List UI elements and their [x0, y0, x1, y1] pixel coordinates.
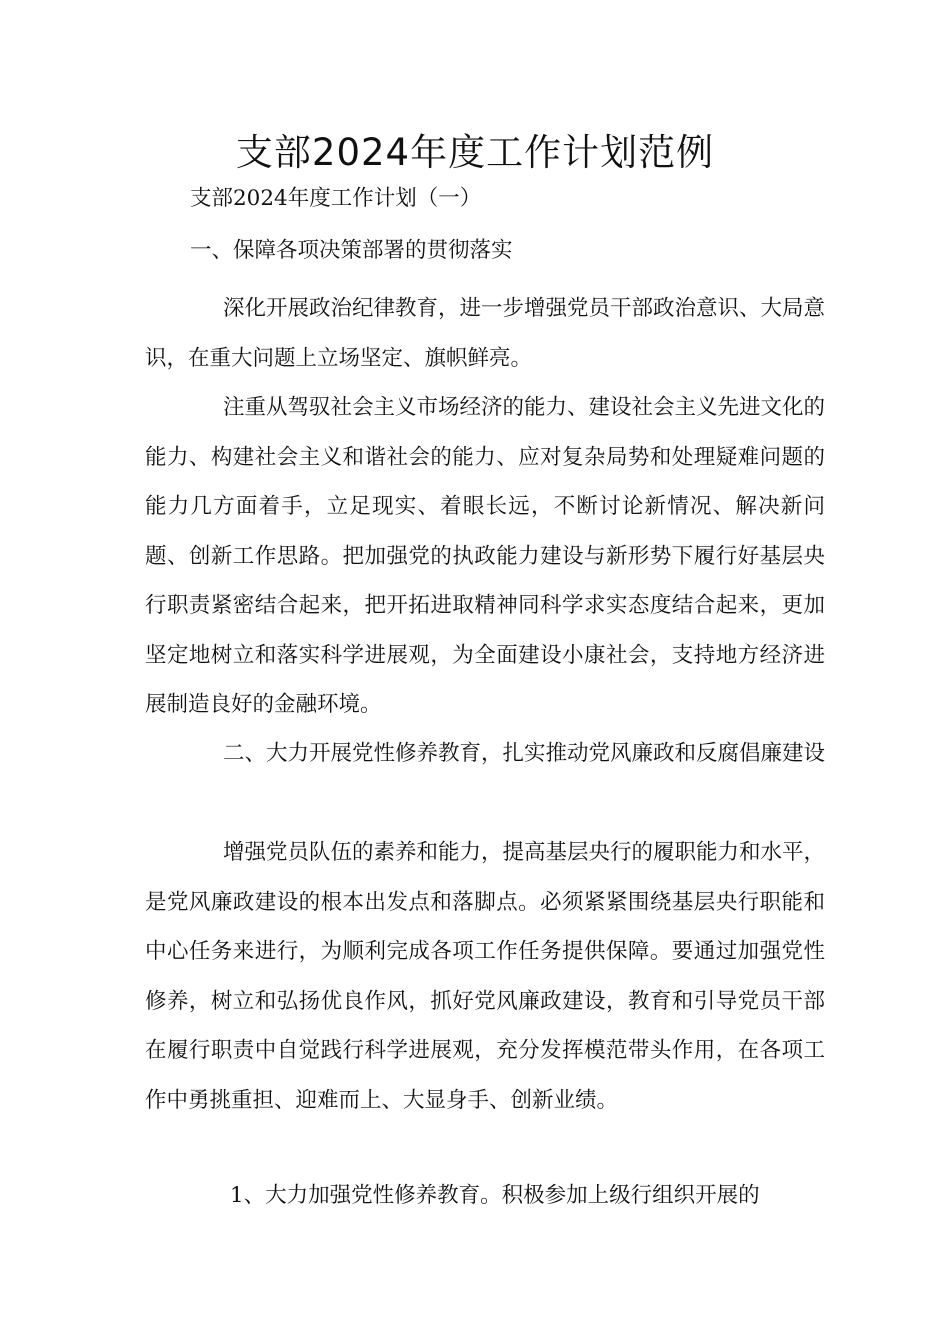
section-1-heading: 一、保障各项决策部署的贯彻落实 [190, 238, 513, 263]
section-2-heading: 二、大力开展党性修养教育，扎实推动党风廉政和反腐倡廉建设 [223, 741, 826, 766]
paragraph-1: 深化开展政治纪律教育，进一步增强党员干部政治意识、大局意识，在重大问题上立场坚定、旗帜鲜亮。 [145, 296, 826, 371]
paragraph-2: 注重从驾驭社会主义市场经济的能力、建设社会主义先进文化的能力、构建社会主义和谐社会的能力、应对复杂局势和处理疑难问题的能力几方面着手，立足现实、着眼长远，不断讨论新情况、解决新问题、创新工作思路。把加强党的执政能力建设与新形势下履行好基层央行职责紧密结合起来，把开拓进取精神同科学求实态度结合起来，更加坚定地树立和落实科学进展观，为全面建设小康社会，支持地方经济进展制造良好的金融环境。 [145, 395, 826, 717]
paragraph-3: 增强党员队伍的素养和能力，提高基层央行的履职能力和水平，是党风廉政建设的根本出发点和落脚点。必须紧紧围绕基层央行职能和中心任务来进行，为顺利完成各项工作任务提供保障。要通过加强党性修养，树立和弘扬优良作风，抓好党风廉政建设，教育和引导党员干部在履行职责中自觉践行科学进展观，充分发挥模范带头作用，在各项工作中勇挑重担、迎难而上、大显身手、创新业绩。 [145, 840, 826, 1113]
document-title: 支部2024年度工作计划范例 [235, 131, 715, 174]
document-subtitle: 支部2024年度工作计划（一） [190, 186, 482, 211]
list-item-1: 1、大力加强党性修养教育。积极参加上级行组织开展的 [230, 1183, 760, 1208]
